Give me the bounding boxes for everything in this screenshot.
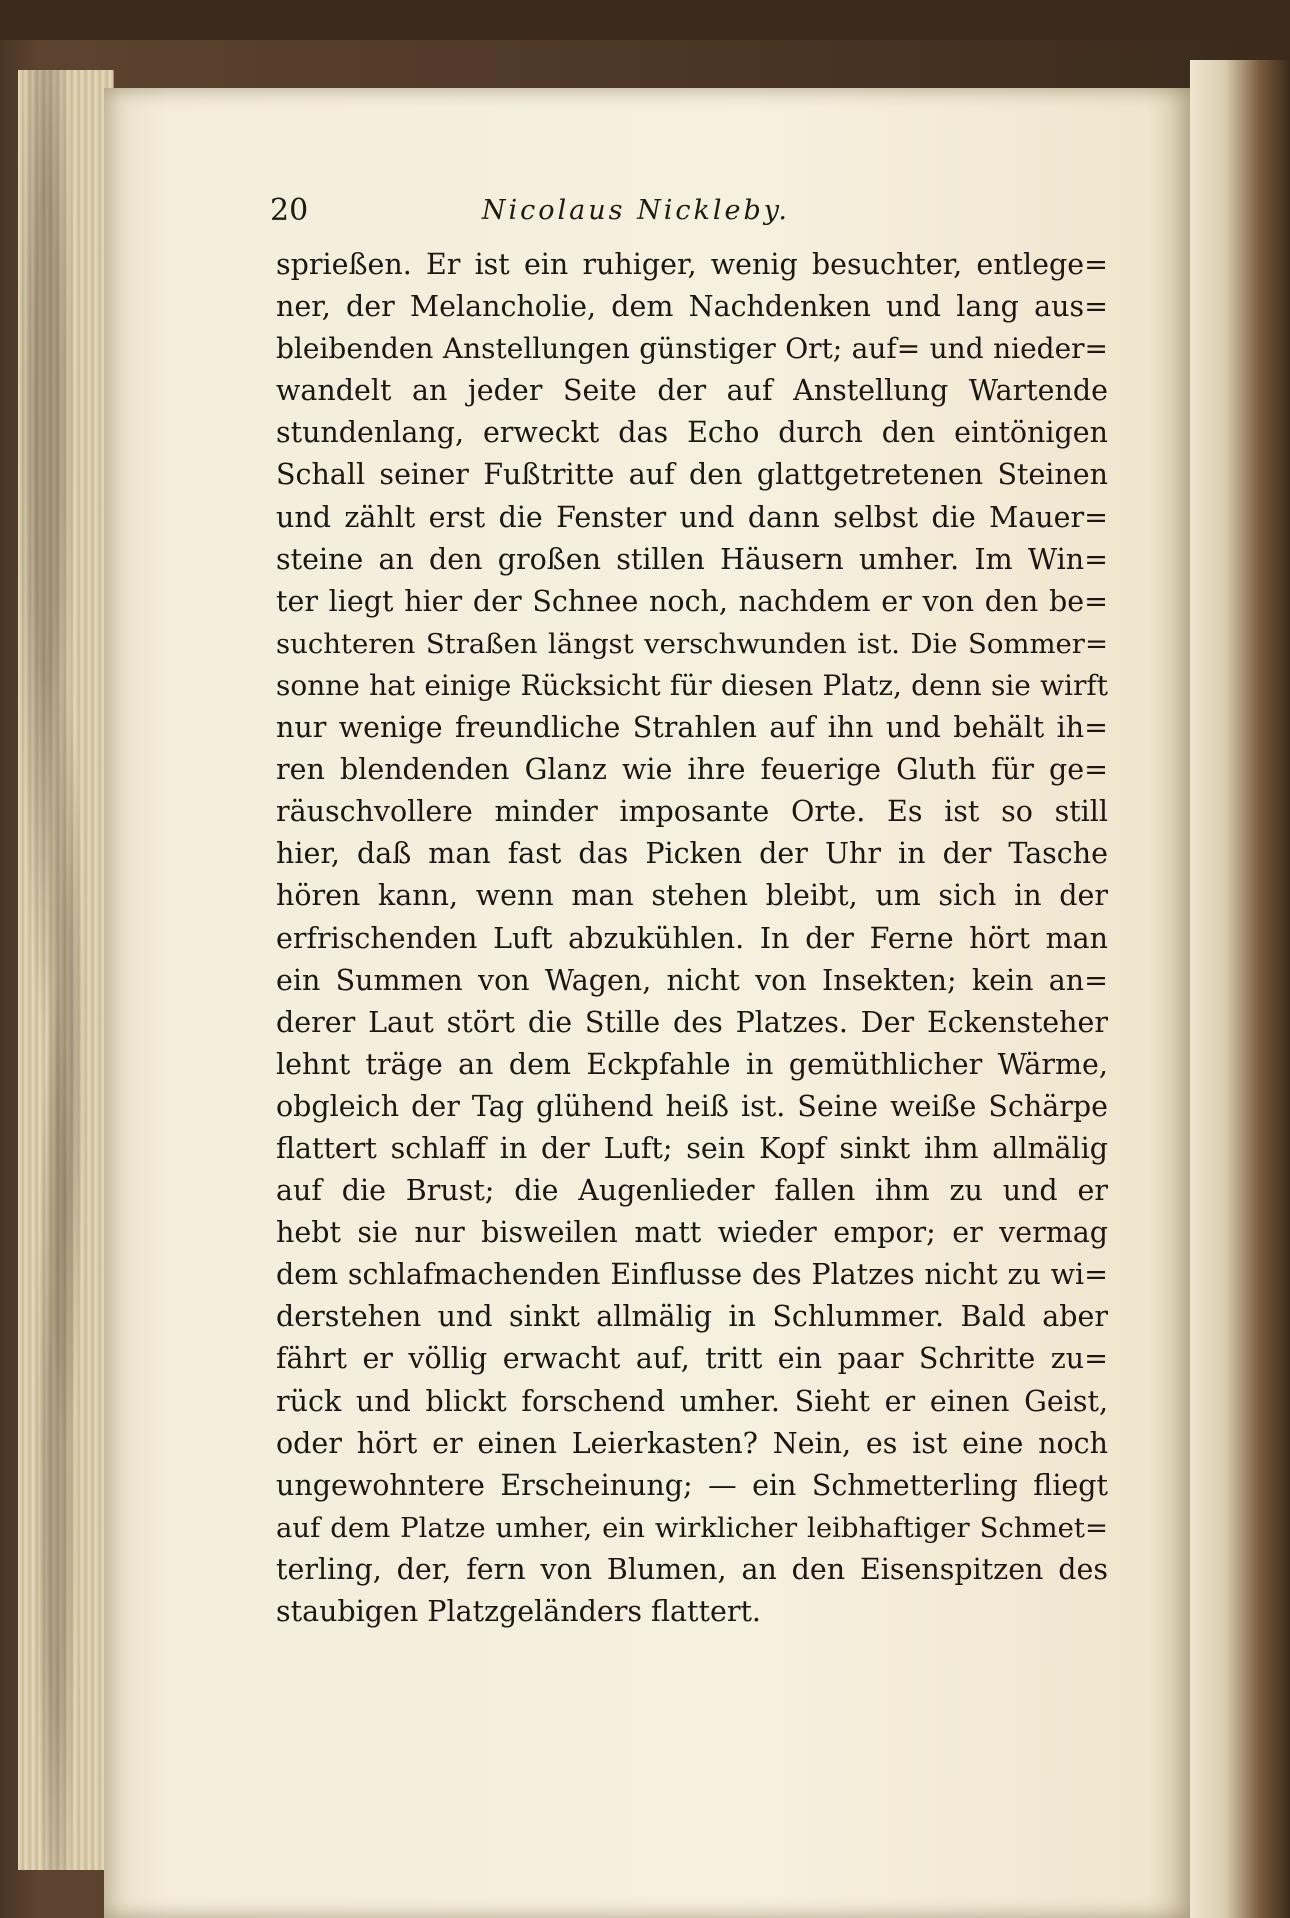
text-line: ungewohntere Erscheinung; — ein Schmetterling fliegt — [276, 1468, 1108, 1502]
text-line: ner, der Melancholie, dem Nachdenken und lang aus= — [276, 290, 1108, 324]
text-line: und zählt erst die Fenster und dann selbst die Mauer= — [276, 500, 1108, 534]
text-line: fährt er völlig erwacht auf, tritt ein paar Schritte zu= — [276, 1342, 1108, 1376]
text-line: rück und blickt forschend umher. Sieht er einen Geist, — [276, 1384, 1108, 1418]
running-title: Nicolaus Nickleby. — [481, 194, 790, 226]
text-line: auf dem Platze umher, ein wirklicher leibhaftiger Schmet= — [276, 1511, 1108, 1544]
text-line: ein Summen von Wagen, nicht von Insekten; kein an= — [276, 963, 1108, 997]
text-line: erfrischenden Luft abzukühlen. In der Ferne hört man — [276, 921, 1108, 955]
text-line: derstehen und sinkt allmälig in Schlummer. Bald aber — [276, 1300, 1108, 1334]
text-line: Schall seiner Fußtritte auf den glattgetretenen Steinen — [276, 458, 1108, 492]
text-line: obgleich der Tag glühend heiß ist. Seine weiße Schärpe — [276, 1089, 1108, 1123]
text-line: staubigen Platzgeländers flattert. — [276, 1595, 761, 1628]
text-line: nur wenige freundliche Strahlen auf ihn und behält ih= — [276, 711, 1108, 745]
text-line: ren blendenden Glanz wie ihre feuerige Gluth für ge= — [276, 753, 1108, 787]
text-line: dem schlafmachenden Einflusse des Platzes nicht zu wi= — [276, 1258, 1108, 1292]
running-head — [270, 190, 830, 230]
text-line: derer Laut stört die Stille des Platzes. Der Eckensteher — [276, 1005, 1108, 1039]
text-line: räuschvollere minder imposante Orte. Es ist so still — [276, 795, 1108, 829]
text-line: sprießen. Er ist ein ruhiger, wenig besuchter, entlege= — [276, 248, 1108, 281]
text-line: hier, daß man fast das Picken der Uhr in der Tasche — [276, 837, 1108, 871]
text-line: stundenlang, erweckt das Echo durch den eintönigen — [276, 416, 1108, 450]
text-line: hebt sie nur bisweilen matt wieder empor; er vermag — [276, 1216, 1108, 1250]
text-line: oder hört er einen Leierkasten? Nein, es ist eine noch — [276, 1426, 1108, 1460]
text-line: steine an den großen stillen Häusern umher. Im Win= — [276, 542, 1108, 576]
text-line: sonne hat einige Rücksicht für diesen Platz, denn sie wirft — [276, 668, 1108, 702]
page-number: 20 — [270, 192, 309, 228]
text-line: bleibenden Anstellungen günstiger Ort; auf= und nieder= — [276, 332, 1108, 366]
text-line: auf die Brust; die Augenlieder fallen ihm zu und er — [276, 1174, 1108, 1208]
text-line: flattert schlaff in der Luft; sein Kopf sinkt ihm allmälig — [276, 1131, 1108, 1165]
book-spine-edge — [1190, 60, 1290, 1918]
text-line: suchteren Straßen längst verschwunden ist. Die Sommer= — [276, 627, 1108, 660]
text-line: lehnt träge an dem Eckpfahle in gemüthlicher Wärme, — [276, 1047, 1108, 1081]
text-line: wandelt an jeder Seite der auf Anstellung Wartende — [276, 374, 1108, 408]
page-edges-left — [18, 70, 114, 1870]
text-line: hören kann, wenn man stehen bleibt, um sich in der — [276, 879, 1108, 913]
text-line: terling, der, fern von Blumen, an den Eisenspitzen des — [276, 1552, 1108, 1586]
text-line: ter liegt hier der Schnee noch, nachdem er von den be= — [276, 584, 1108, 618]
body-text — [276, 244, 1108, 1633]
